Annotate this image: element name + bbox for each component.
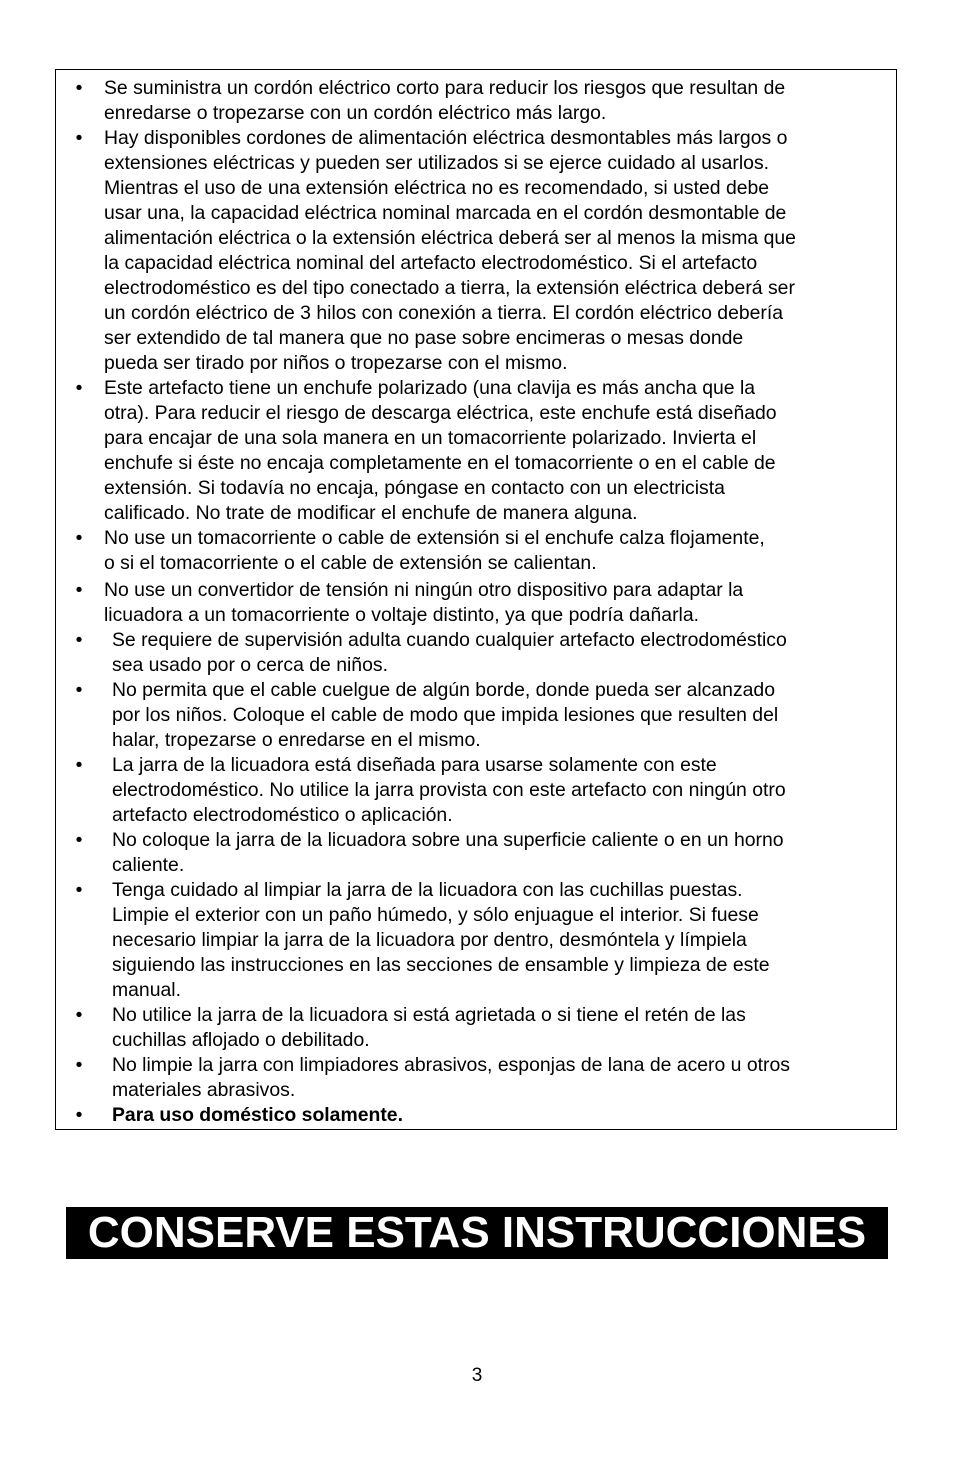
- bullet-icon: •: [75, 1054, 83, 1076]
- list-item-text: Para uso doméstico solamente.: [112, 1104, 403, 1126]
- bullet-icon: •: [75, 879, 83, 901]
- list-item-text: Este artefacto tiene un enchufe polarizado (una clavija es más ancha que la otra). Para reducir el riesgo de descarga eléctrica, este enchufe está diseñado para encajar de una sola manera en un tomacorriente polarizado. Invierta el enchufe si éste no encaja completamente en el tomacorriente o en el cable de extensión. Si todavía no encaja, póngase en contacto con un electricista calificado. No trate de modificar el enchufe de manera alguna.: [104, 377, 777, 524]
- list-item: [72, 753, 880, 828]
- bullet-icon: •: [75, 579, 83, 601]
- bullet-icon: •: [75, 1004, 83, 1026]
- list-item-text: Se suministra un cordón eléctrico corto para reducir los riesgos que resultan de enredarse o tropezarse con un cordón eléctrico más largo.: [104, 77, 786, 124]
- list-item-text: No permita que el cable cuelgue de algún borde, donde pueda ser alcanzado por los niños. Coloque el cable de modo que impida lesiones que resulten del halar, tropezarse o enredarse en el mismo.: [112, 679, 779, 751]
- bullet-icon: •: [75, 127, 83, 149]
- bullet-icon: •: [75, 527, 83, 549]
- list-item: [72, 126, 880, 376]
- list-item-text: No limpie la jarra con limpiadores abrasivos, esponjas de lana de acero u otros materiales abrasivos.: [112, 1054, 790, 1101]
- list-item-text: No use un convertidor de tensión ni ningún otro dispositivo para adaptar la licuadora a un tomacorriente o voltaje distinto, ya que podría dañarla.: [104, 579, 744, 626]
- safety-bullet-list: [72, 76, 880, 1128]
- list-item-text: No coloque la jarra de la licuadora sobre una superficie caliente o en un horno caliente.: [112, 829, 784, 876]
- list-item: [72, 828, 880, 878]
- save-instructions-banner: CONSERVE ESTAS INSTRUCCIONES: [66, 1207, 888, 1259]
- list-item: [72, 628, 880, 678]
- list-item-text: No utilice la jarra de la licuadora si está agrietada o si tiene el retén de las cuchillas aflojado o debilitado.: [112, 1004, 746, 1051]
- bullet-icon: •: [75, 679, 83, 701]
- list-item: [72, 376, 880, 526]
- list-item: [72, 1003, 880, 1053]
- bullet-icon: •: [75, 754, 83, 776]
- bullet-icon: •: [75, 1104, 83, 1126]
- bullet-icon: •: [75, 829, 83, 851]
- safety-instructions-box: [55, 69, 897, 1130]
- list-item: [72, 678, 880, 753]
- list-item: [72, 578, 880, 628]
- list-item-text: Hay disponibles cordones de alimentación eléctrica desmontables más largos o extensiones eléctricas y pueden ser utilizados si se ejerce cuidado al usarlos. Mientras el uso de una extensión eléctrica no es recomendado, si usted debe usar una, la capacidad eléctrica nominal marcada en el cordón desmontable de alimentación eléctrica o la extensión eléctrica deberá ser al menos la misma que la capacidad eléctrica nominal del artefacto electrodoméstico. Si el artefacto electrodoméstico es del tipo conectado a tierra, la extensión eléctrica deberá ser un cordón eléctrico de 3 hilos con conexión a tierra. El cordón eléctrico debería ser extendido de tal manera que no pase sobre encimeras o mesas donde pueda ser tirado por niños o tropezarse con el mismo.: [104, 127, 796, 374]
- list-item: [72, 1053, 880, 1103]
- page-number: 3: [471, 1365, 483, 1386]
- list-item: [72, 76, 880, 126]
- list-item: [72, 526, 880, 576]
- list-item-text: Tenga cuidado al limpiar la jarra de la licuadora con las cuchillas puestas. Limpie el exterior con un paño húmedo, y sólo enjuague el interior. Si fuese necesario limpiar la jarra de la licuadora por dentro, desmóntela y límpiela siguiendo las instrucciones en las secciones de ensamble y limpieza de este manual.: [112, 879, 770, 1001]
- bullet-icon: •: [75, 629, 83, 651]
- list-item: [72, 878, 880, 1003]
- list-item-text: No use un tomacorriente o cable de extensión si el enchufe calza flojamente, o si el tomacorriente o el cable de extensión se calientan.: [104, 527, 765, 574]
- list-item-text: Se requiere de supervisión adulta cuando cualquier artefacto electrodoméstico sea usado por o cerca de niños.: [112, 629, 787, 676]
- list-item-text: La jarra de la licuadora está diseñada para usarse solamente con este electrodoméstico. No utilice la jarra provista con este artefacto con ningún otro artefacto electrodoméstico o aplicación.: [112, 754, 786, 826]
- bullet-icon: •: [75, 377, 83, 399]
- bullet-icon: •: [75, 77, 83, 99]
- list-item-household-use: [72, 1103, 880, 1128]
